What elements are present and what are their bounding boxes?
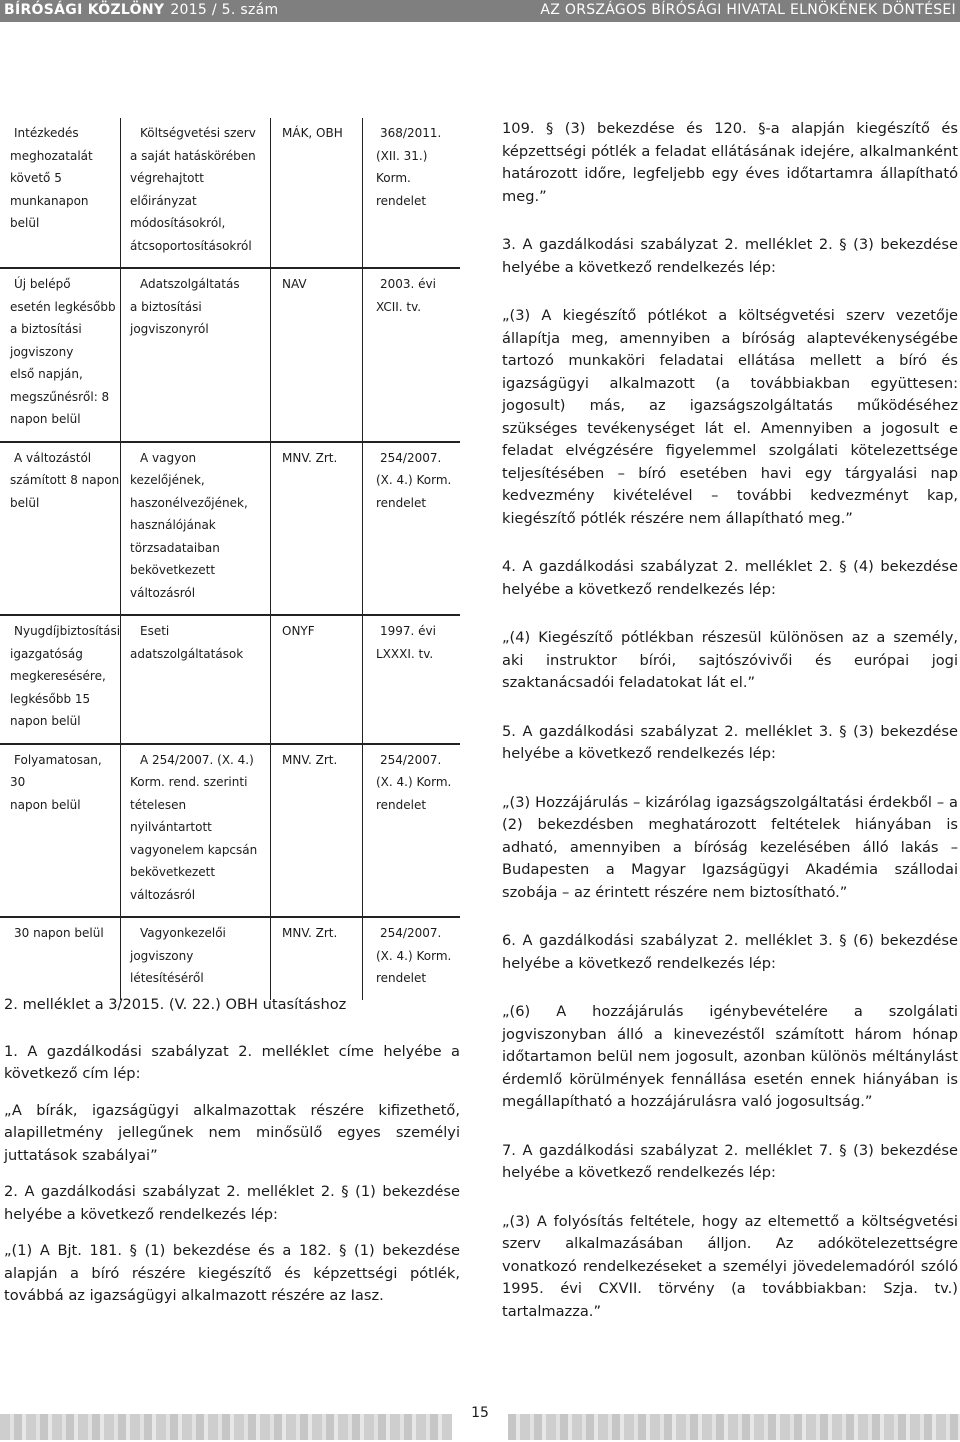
paragraph: 4. A gazdálkodási szabályzat 2. melléklet 2. § (4) bekezdése helyébe a következő rendelkezés lép: (502, 558, 958, 598)
table-cell-recipient: MNV. Zrt. (282, 926, 338, 940)
journal-issue: 2015 / 5. szám (170, 2, 279, 18)
paragraph: 1. A gazdálkodási szabályzat 2. melléklet címe helyébe a következő cím lép: (4, 1042, 460, 1082)
table-cell-deadline: Új belépő esetén legkésőbb a biztosítási jogviszony első napján, megszűnésről: 8 napon belül (10, 277, 116, 426)
paragraph: 3. A gazdálkodási szabályzat 2. melléklet 2. § (3) bekezdése helyébe a következő rendelkezés lép: (502, 236, 958, 276)
table-cell-deadline: Folyamatosan, 30 napon belül (10, 752, 102, 812)
paragraph-quote: 109. § (3) bekezdése és 120. §-a alapján kiegészítő és képzettségi pótlék a feladat ellátásának idejére, alkalmanként határozott időre, legfeljebb egy éves időtartamra állapítható meg.” (502, 120, 958, 205)
table-cell-subject: Eseti adatszolgáltatások (130, 624, 244, 661)
paragraph: 2. A gazdálkodási szabályzat 2. melléklet 2. § (1) bekezdése helyébe a következő rendelkezés lép: (4, 1183, 460, 1223)
table-cell-legal-basis: 368/2011. (XII. 31.) Korm. rendelet (376, 126, 442, 208)
table-cell-deadline: Intézkedés meghozatalát követő 5 munkanapon belül (10, 126, 93, 230)
table-cell-recipient: MNV. Zrt. (282, 450, 338, 465)
data-reporting-table (0, 118, 460, 1000)
table-cell-subject: A 254/2007. (X. 4.) Korm. rend. szerinti tételesen nyilvántartott vagyonelem kapcsán bekövetkezett változásról (130, 752, 258, 902)
table-cell-recipient: MNV. Zrt. (282, 752, 338, 767)
table-cell-subject: Adatszolgáltatás a biztosítási jogviszonyról (130, 277, 240, 336)
table-cell-legal-basis: 254/2007. (X. 4.) Korm. rendelet (376, 450, 452, 510)
table-row (0, 441, 460, 615)
table-cell-subject: A vagyon kezelőjének, haszonélvezőjének, használójának törzsadataiban bekövetkezett változásról (130, 450, 248, 600)
table-row (0, 118, 460, 267)
table-cell-legal-basis: 1997. évi LXXXI. tv. (376, 624, 436, 661)
journal-title (4, 2, 278, 18)
table-cell-recipient: NAV (282, 277, 307, 291)
paragraph-quote: „(6) A hozzájárulás igénybevételére a szolgálati jogviszonyban álló a kinevezéstől számított három hónap időtartamon belül nem jogosult, azonban különös méltánylást érdemlő körülmények fennállása esetén ennek hiányában is megállapítható a hozzájárulásra való jogosultság.” (502, 1003, 958, 1110)
table-cell-legal-basis: 2003. évi XCII. tv. (376, 277, 436, 314)
page-header (0, 0, 960, 22)
table-cell-recipient: ONYF (282, 624, 315, 638)
table-row (0, 743, 460, 917)
page-number: 15 (452, 1398, 508, 1442)
right-column-text (502, 118, 958, 1337)
table-cell-recipient: MÁK, OBH (282, 126, 343, 140)
table-row (0, 267, 460, 441)
paragraph-quote: „(3) A kiegészítő pótlékot a költségvetési szerv vezetője állapítja meg, amennyiben a bíróság alaptevékenységébe tartozó munkaköri feladatai ellátása mellett a bíró és igazságügyi alkalmazott (a továbbiakban együttesen: jogosult) más, az igazságszolgáltatás működéséhez szükséges tevékenységet lát el. Amennyiben a jogosult e feladat elvégzésére figyelemmel szolgálati kötelezettsége teljesítésében – bíró esetében havi egy tárgyalási nap kedvezmény kivételével – további kedvezményt kap, kiegészítő pótlék részére nem állapítható meg.” (502, 307, 958, 527)
paragraph-quote: „(4) Kiegészítő pótlékban részesül különösen az a személy, aki instruktor bírói, sajtószóvivői és európai jogi szaktanácsadói feladatokat lát el.” (502, 629, 958, 691)
paragraph-quote: „(3) Hozzájárulás – kizárólag igazságszolgáltatási érdekből – a (2) bekezdésben meghatározott feltételek hiányában is adható, amennyiben a bíróság kezelésében álló lakás – Budapesten a Magyar Igazságügyi Akadémia szállodai szobája – az érintett részére nem biztosítható.” (502, 793, 958, 901)
table-cell-subject: Költségvetési szerv a saját hatáskörében végrehajtott előirányzat módosításokról, átcsoportosításokról (130, 126, 256, 253)
paragraph-quote: „A bírák, igazságügyi alkalmazottak részére kifizethető, alapilletmény jellegűnek nem minősülő egyes személyi juttatások szabályai” (4, 1101, 460, 1164)
page-footer (0, 1398, 960, 1442)
table-cell-deadline: A változástól számított 8 napon belül (10, 450, 120, 510)
table-cell-deadline: 30 napon belül (14, 926, 104, 940)
table-cell-legal-basis: 254/2007. (X. 4.) Korm. rendelet (376, 926, 452, 985)
paragraph-quote: „(3) A folyósítás feltétele, hogy az eltemettő a költségvetési szerv alkalmazásában álljon. Az adókötelezettségre vonatkozó rendelkezéseket a személyi jövedelemadóról szóló 1995. évi CXVII. törvény (a továbbiakban: Szja. tv.) tartalmazza.” (502, 1212, 958, 1320)
paragraph: 6. A gazdálkodási szabályzat 2. melléklet 3. § (6) bekezdése helyébe a következő rendelkezés lép: (502, 932, 958, 972)
paragraph-quote: „(1) A Bjt. 181. § (1) bekezdése és a 182. § (1) bekezdése alapján a bíró részére kiegészítő és képzettségi pótlék, továbbá az igazságügyi alkalmazott részére az Iasz. (4, 1242, 460, 1304)
paragraph: 5. A gazdálkodási szabályzat 2. melléklet 3. § (3) bekezdése helyébe a következő rendelkezés lép: (502, 722, 958, 762)
left-column-text (4, 994, 460, 1322)
section-title: AZ ORSZÁGOS BÍRÓSÁGI HIVATAL ELNÖKÉNEK DÖNTÉSEI (540, 2, 956, 18)
table-cell-subject: Vagyonkezelői jogviszony létesítéséről (130, 926, 226, 985)
journal-name: BÍRÓSÁGI KÖZLÖNY (4, 2, 165, 18)
annex-title: 2. melléklet a 3/2015. (V. 22.) OBH utasításhoz (4, 996, 347, 1013)
paragraph: 7. A gazdálkodási szabályzat 2. melléklet 7. § (3) bekezdése helyébe a következő rendelkezés lép: (502, 1141, 958, 1181)
table-cell-deadline: Nyugdíjbiztosítási igazgatóság megkeresésére, legkésőbb 15 napon belül (10, 624, 121, 728)
table-row (0, 916, 460, 1000)
table-cell-legal-basis: 254/2007. (X. 4.) Korm. rendelet (376, 752, 452, 812)
table-row (0, 614, 460, 743)
